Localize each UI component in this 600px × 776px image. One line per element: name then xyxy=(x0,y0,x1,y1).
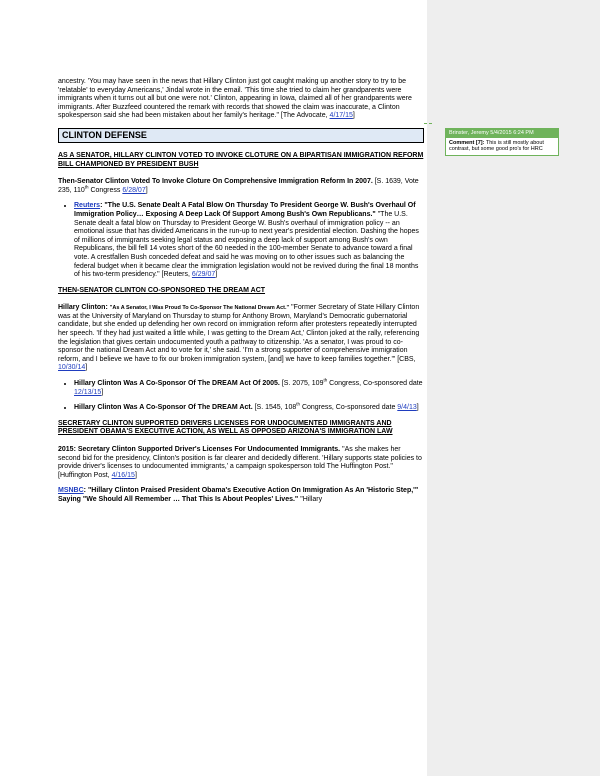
comment-body xyxy=(446,138,558,155)
paragraph-msnbc: MSNBC: "Hillary Clinton Praised President Obama's Executive Action On Immigration As An 'Historic Step,'" Saying "We Should All Remember … That This Is About Peoples' Lives." "Hillary xyxy=(58,487,419,503)
bullet-list-dream-act xyxy=(58,377,424,413)
comment-margin-pane xyxy=(427,0,600,776)
comment-balloon[interactable] xyxy=(445,128,559,156)
comment-header: Brinster, Jeremy 5/4/2015 6:24 PM xyxy=(446,129,558,138)
heading-dream-act: THEN-SENATOR CLINTON CO-SPONSORED THE DREAM ACT xyxy=(58,286,266,294)
list-item: • Reuters: "The U.S. Senate Dealt A Fatal Blow On Thursday To President George W. Bush's Overhaul Of Immigration Policy… Exposing A Deep Lack Of Support Among Bush's Own Republicans." "The U.S. Senate dealt a fatal blow on Thursday to President George W. Bush's overhaul of immigration policy -- an emotional issue that has divided Americans in the run-up to next year's presidential election. Dashing the hopes of millions of immigrants seeking legal status and exposing a deep lack of support among Bush's own Republicans, the bill fell 14 votes short of the 60 needed in the 100-member Senate to advance toward a final vote. A crestfallen Bush conceded defeat and said he was moving on to other issues such as balancing the federal budget when it became clear the immigration legislation would not be revived during the final 18 months of his two-term presidency." [Reuters, 6/29/07] xyxy=(74,202,424,279)
heading-cloture: AS A SENATOR, HILLARY CLINTON VOTED TO INVOKE CLOTURE ON A BIPARTISAN IMMIGRATION REFORM BILL CHAMPIONED BY PRESIDENT BUSH xyxy=(58,151,424,168)
source-link[interactable]: 6/28/07 xyxy=(122,186,146,194)
bullet-list-reuters xyxy=(58,202,424,279)
source-link[interactable]: 12/13/15 xyxy=(74,388,102,396)
paragraph-drivers-licenses: 2015: Secretary Clinton Supported Driver's Licenses For Undocumented Immigrants. "As she makes her second bid for the presidency, Clinton's position is far clearer and decidedly different. 'Hillary supports state policies to provide driver's licenses to undocumented immigrants,' a campaign spokesperson told The Huffington Post." [Huffington Post, 4/16/15] xyxy=(58,446,422,479)
heading-drivers-licenses: SECRETARY CLINTON SUPPORTED DRIVERS LICENSES FOR UNDOCUMENTED IMMIGRANTS AND PRESIDENT OBAMA'S EXECUTIVE ACTION, AS WELL AS OPPOSED ARIZONA'S IMMIGRATION LAW xyxy=(58,419,393,436)
msnbc-link[interactable]: MSNBC xyxy=(58,487,84,495)
source-link[interactable]: 6/29/07 xyxy=(191,271,216,279)
source-link[interactable]: 10/30/14 xyxy=(58,364,86,372)
source-link[interactable]: 4/16/15 xyxy=(111,471,135,479)
intro-paragraph: ancestry. 'You may have seen in the news that Hillary Clinton just got caught making up another story to try to be 'relatable' to everyday Americans,' Jindal wrote in the email. 'This time she tried to claim her grandparents were immigrants when it turns out all but one were not.' Clinton, appearing in Iowa, claimed all of her grandparents were immigrants. After Buzzfeed countered the remark with records that showed the claim was inaccurate, a Clinton spokesperson said she had been mistaken about her family's heritage." [The Advocate, 4/17/15] xyxy=(58,78,412,120)
section-title: CLINTON DEFENSE xyxy=(58,128,424,143)
paragraph-dream-act-quote: Hillary Clinton: "As A Senator, I Was Proud To Co-Sponsor The National Dream Act." "Former Secretary of State Hillary Clinton was at the University of Maryland on Thursday to stump for Anthony Brown, Maryland's Democratic gubernatorial candidate, but she ended up defending her own record on immigration reform after protesters repeatedly interrupted her speech. 'If they had just waited a little while, I was getting to the Dream Act,' Clinton joked at the rally, referencing the legislation that gives certain undocumented youth a pathway to citizenship. 'As a senator, I was proud to co-sponsor the national Dream Act and to vote for it,' she said. 'I'm a strong supporter of comprehensive immigration reform, and I believe we have to fix our broken immigration system, [and] we have to keep families together.'" [CBS, 10/30/14] xyxy=(58,304,420,372)
source-link[interactable]: 4/17/15 xyxy=(329,112,353,120)
reuters-link[interactable]: Reuters xyxy=(74,202,101,210)
source-link[interactable]: 9/4/13 xyxy=(397,404,417,412)
comment-connector xyxy=(424,123,432,125)
list-item: • Hillary Clinton Was A Co-Sponsor Of The DREAM Act. [S. 1545, 108th Congress, Co-sponsored date 9/4/13] xyxy=(74,404,424,413)
document-body xyxy=(58,78,424,512)
paragraph-cloture-vote: Then-Senator Clinton Voted To Invoke Cloture On Comprehensive Immigration Reform In 2007. [S. 1639, Vote 235, 110th Congress 6/28/07] xyxy=(58,178,419,194)
list-item: • Hillary Clinton Was A Co-Sponsor Of The DREAM Act Of 2005. [S. 2075, 109th Congress, Co-sponsored date 12/13/15] xyxy=(74,380,424,397)
comment-label: Comment [7]: xyxy=(449,139,485,146)
comment-text: This is still mostly about contrast, but some good pro's for HRC xyxy=(449,139,544,152)
